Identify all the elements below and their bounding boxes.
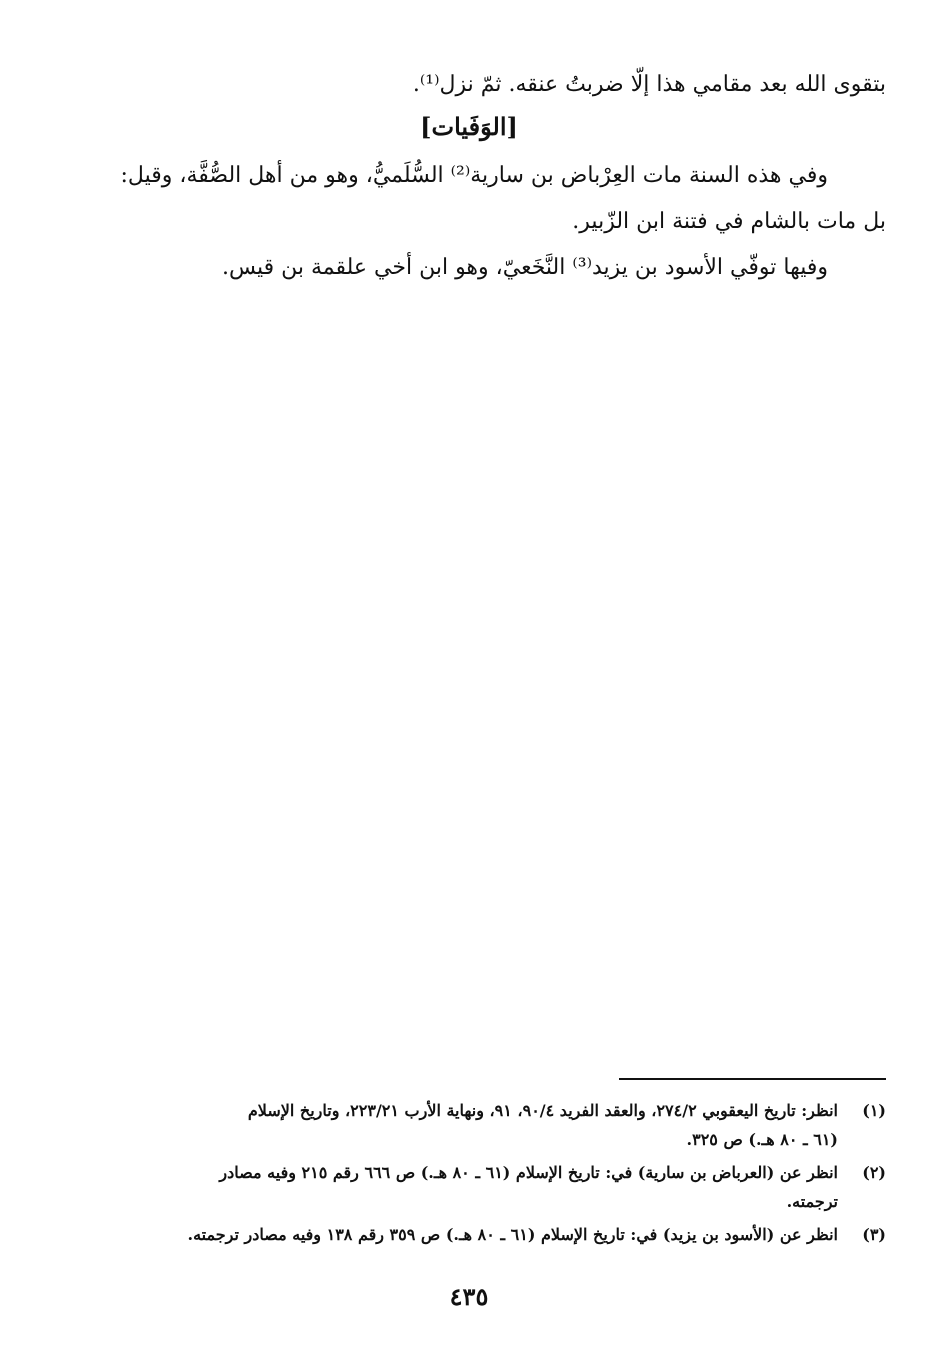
footnote-2-number: (٢) bbox=[862, 1163, 886, 1182]
footnote-separator bbox=[619, 1078, 886, 1080]
footnote-3-number: (٣) bbox=[862, 1225, 886, 1244]
paragraph-2-line-1: وفيها توفّي الأسود بن يزيد⁽³⁾ النَّخَعيّ، وهو ابن أخي علقمة بن قيس. bbox=[221, 255, 828, 280]
footnote-1-line-2: (٦١ ـ ٨٠ هـ.) ص ٣٢٥. bbox=[686, 1130, 838, 1149]
page-number: ٤٣٥ bbox=[449, 1282, 489, 1311]
paragraph-1-line-2: بل مات بالشام في فتنة ابن الزّبير. bbox=[572, 209, 886, 234]
paragraph-1-line-1: وفي هذه السنة مات العِرْباض بن سارية⁽²⁾ السُّلَميُّ، وهو من أهل الصُّفَّة، وقيل: bbox=[120, 163, 828, 188]
footnote-1-line-1: انظر: تاريخ اليعقوبي ٢٧٤/٢، والعقد الفريد ٩٠/٤، ٩١، ونهاية الأرب ٢٢٣/٢١، وتاريخ الإسلام bbox=[247, 1101, 838, 1120]
section-heading: [الوَفَيات] bbox=[420, 112, 518, 141]
footnote-2-line-1: انظر عن (العرباض بن سارية) في: تاريخ الإسلام (٦١ ـ ٨٠ هـ.) ص ٦٦٦ رقم ٢١٥ وفيه مصادر bbox=[219, 1163, 838, 1182]
footnote-3-line-1: انظر عن (الأسود بن يزيد) في: تاريخ الإسلام (٦١ ـ ٨٠ هـ.) ص ٣٥٩ رقم ١٣٨ وفيه مصادر ترجمته. bbox=[187, 1225, 838, 1244]
footnote-2-line-2: ترجمته. bbox=[786, 1192, 838, 1211]
footnote-1-number: (١) bbox=[862, 1101, 886, 1120]
body-line-1: بتقوى الله بعد مقامي هذا إلّا ضربتُ عنقه. ثمّ نزل⁽¹⁾. bbox=[412, 72, 886, 97]
